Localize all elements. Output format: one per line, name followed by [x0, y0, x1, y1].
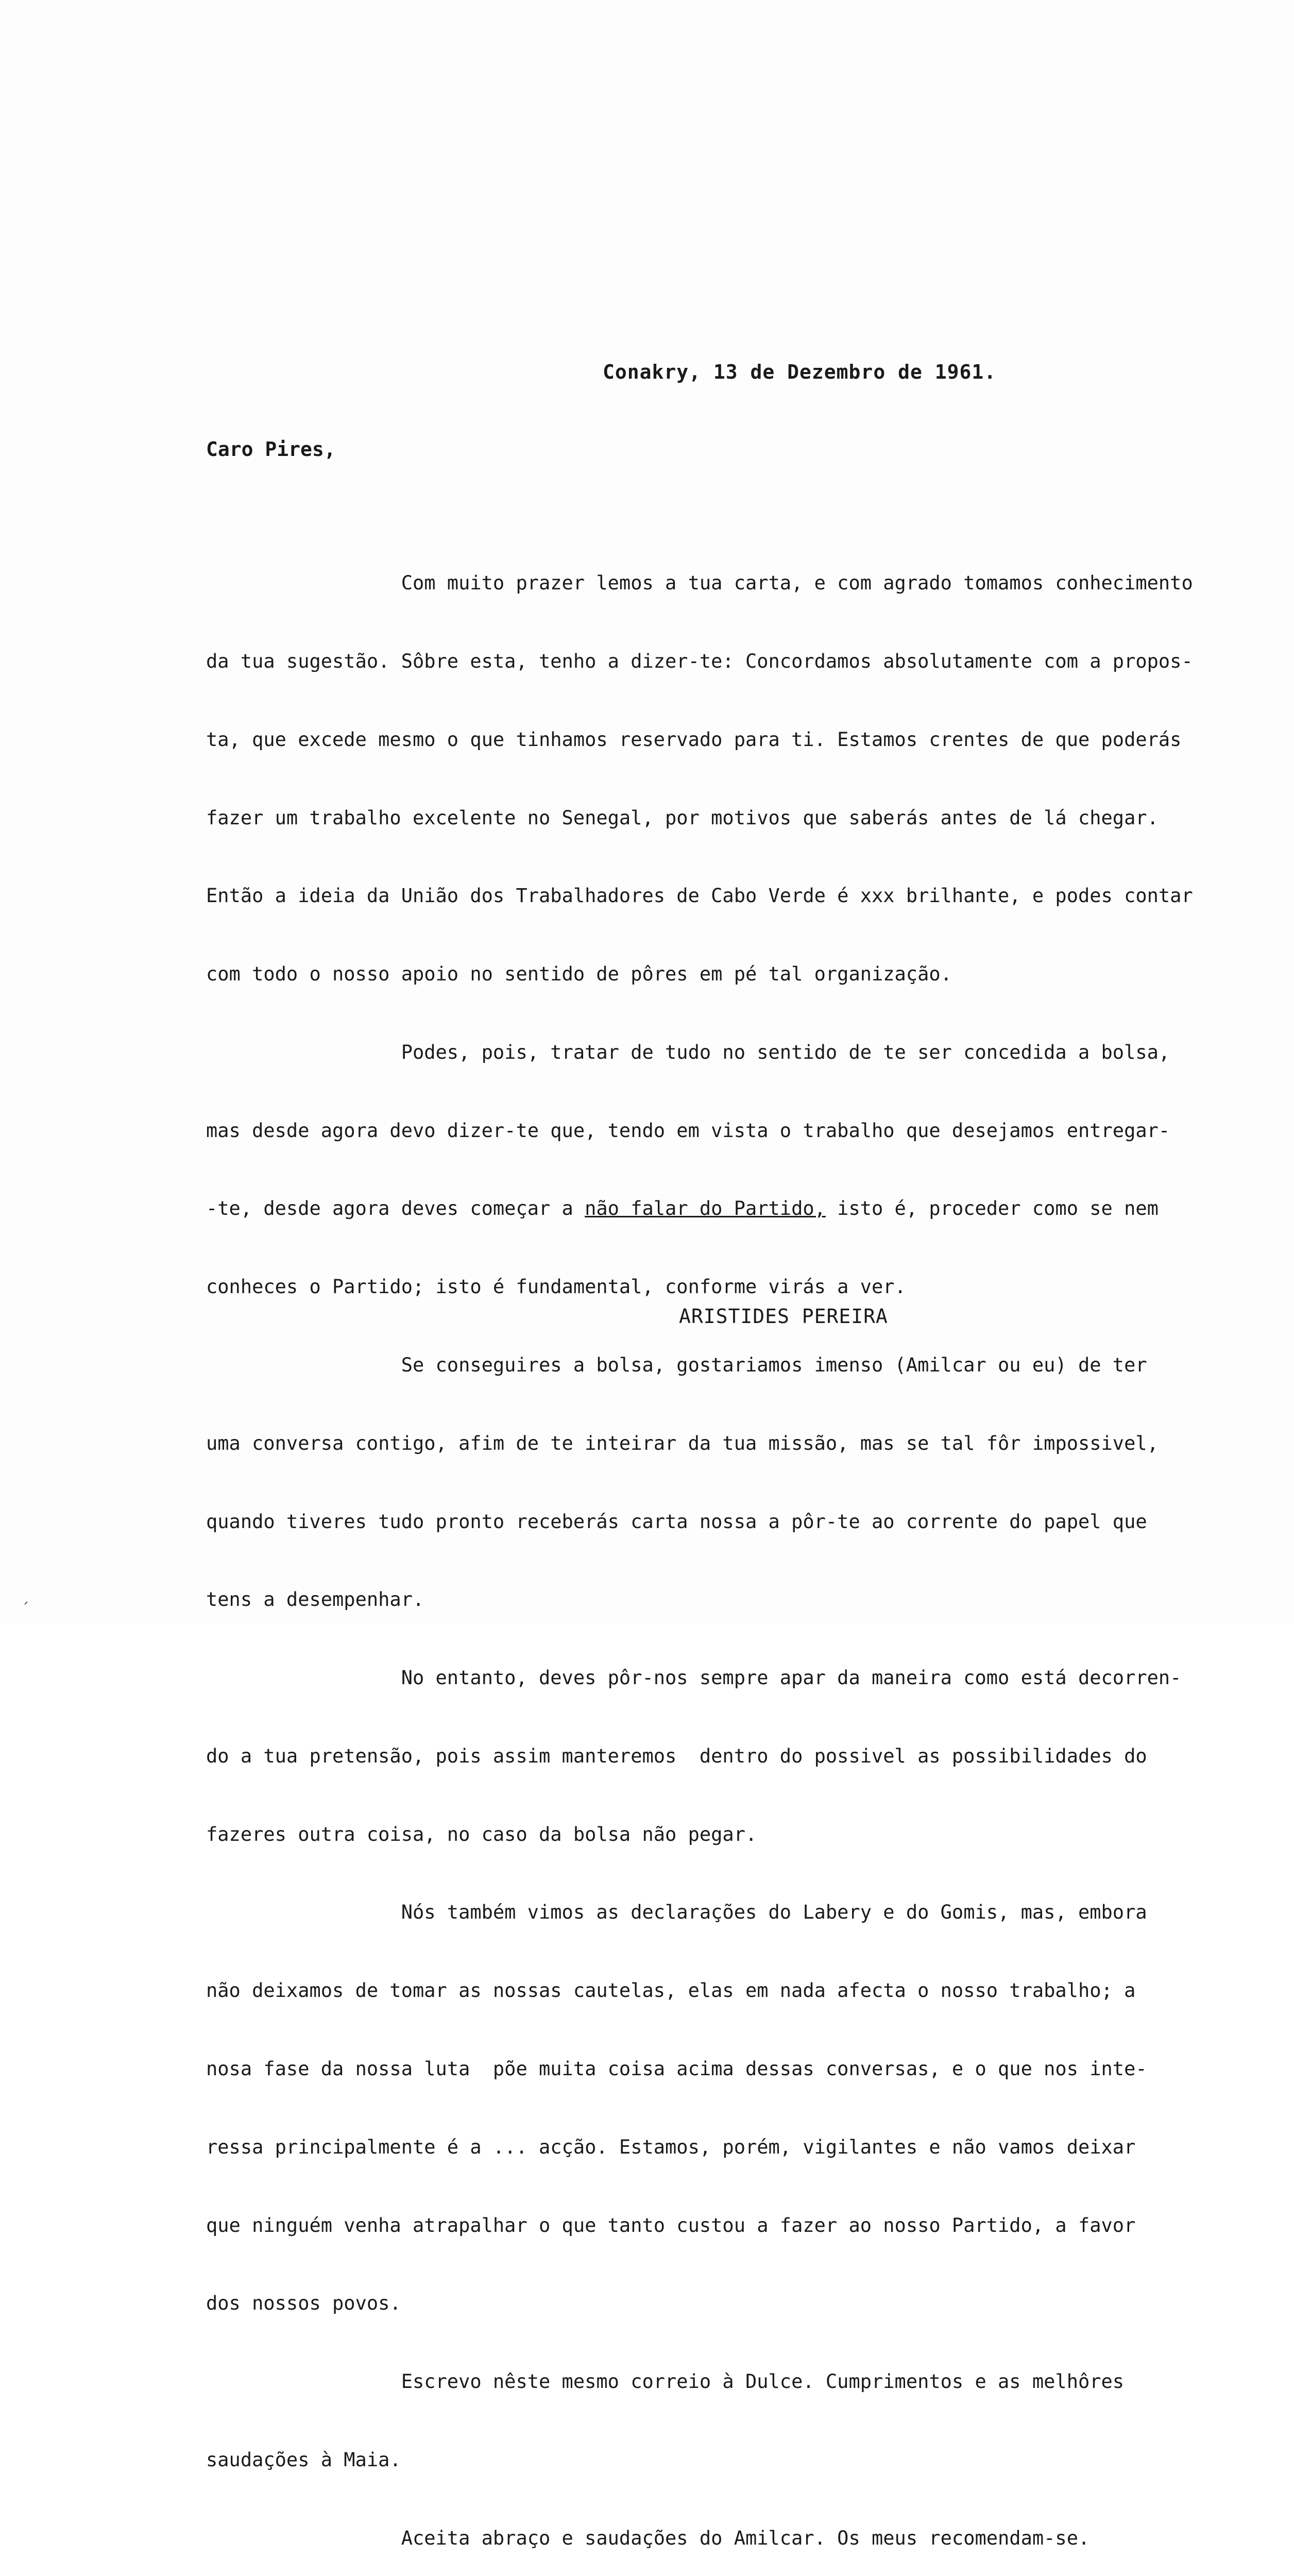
body-line: conheces o Partido; isto é fundamental, conforme virás a ver.	[206, 1276, 906, 1298]
body-line: tens a desempenhar.	[206, 1588, 424, 1611]
body-line: Aceita abraço e saudações do Amilcar. Os meus recomendam-se.	[206, 2527, 1090, 2549]
body-line: Podes, pois, tratar de tudo no sentido de te ser concedida a bolsa,	[206, 1041, 1170, 1063]
body-line: não deixamos de tomar as nossas cautelas, elas em nada afecta o nosso trabalho; a	[206, 1979, 1136, 2002]
body-line: fazer um trabalho excelente no Senegal, por motivos que saberás antes de lá chegar.	[206, 806, 1159, 829]
body-line: Escrevo nêste mesmo correio à Dulce. Cumprimentos e as melhôres	[206, 2370, 1125, 2393]
letter-signature: ARISTIDES PEREIRA	[679, 1305, 888, 1328]
body-line: quando tiveres tudo pronto receberás carta nossa a pôr-te ao corrente do papel que	[206, 1510, 1147, 1533]
body-line: do a tua pretensão, pois assim manteremos dentro do possivel as possibilidades do	[206, 1744, 1147, 1767]
body-line: que ninguém venha atrapalhar o que tanto custou a fazer ao nosso Partido, a favor	[206, 2214, 1136, 2236]
body-line: uma conversa contigo, afim de te inteirar da tua missão, mas se tal fôr impossivel,	[206, 1432, 1159, 1454]
underlined-phrase: não falar do Partido,	[585, 1197, 826, 1220]
body-line: fazeres outra coisa, no caso da bolsa não pegar.	[206, 1823, 757, 1845]
body-line: Então a ideia da União dos Trabalhadores de Cabo Verde é xxx brilhante, e podes contar	[206, 885, 1193, 907]
body-line: ressa principalmente é a ... acção. Estamos, porém, vigilantes e não vamos deixar	[206, 2136, 1136, 2158]
body-line: Se conseguires a bolsa, gostariamos imenso (Amilcar ou eu) de ter	[206, 1354, 1147, 1376]
margin-mark: ´	[21, 1600, 30, 1618]
body-line: No entanto, deves pôr-nos sempre apar da maneira como está decorren-	[206, 1667, 1182, 1689]
body-line-head: -te, desde agora deves começar a	[206, 1197, 585, 1220]
body-line: Com muito prazer lemos a tua carta, e com agrado tomamos conhecimento	[206, 572, 1193, 595]
body-line: nosa fase da nossa luta põe muita coisa acima dessas conversas, e o que nos inte-	[206, 2058, 1147, 2080]
body-line: com todo o nosso apoio no sentido de pôres em pé tal organização.	[206, 963, 952, 986]
body-line: Nós também vimos as declarações do Labery e do Gomis, mas, embora	[206, 1901, 1147, 1924]
body-line: ta, que excede mesmo o que tinhamos reservado para ti. Estamos crentes de que poderás	[206, 728, 1182, 751]
body-line: saudações à Maia.	[206, 2448, 401, 2471]
body-line-with-underline	[206, 1196, 1241, 1222]
body-line: dos nossos povos.	[206, 2292, 401, 2315]
letter-salutation: Caro Pires,	[206, 438, 336, 461]
body-line: mas desde agora devo dizer-te que, tendo em vista o trabalho que desejamos entregar-	[206, 1119, 1170, 1142]
letter-body	[206, 518, 1241, 2576]
body-line: da tua sugestão. Sôbre esta, tenho a dizer-te: Concordamos absolutamente com a propos-	[206, 650, 1193, 672]
letter-dateline: Conakry, 13 de Dezembro de 1961.	[603, 361, 997, 383]
body-line-tail: isto é, proceder como se nem	[825, 1197, 1159, 1220]
